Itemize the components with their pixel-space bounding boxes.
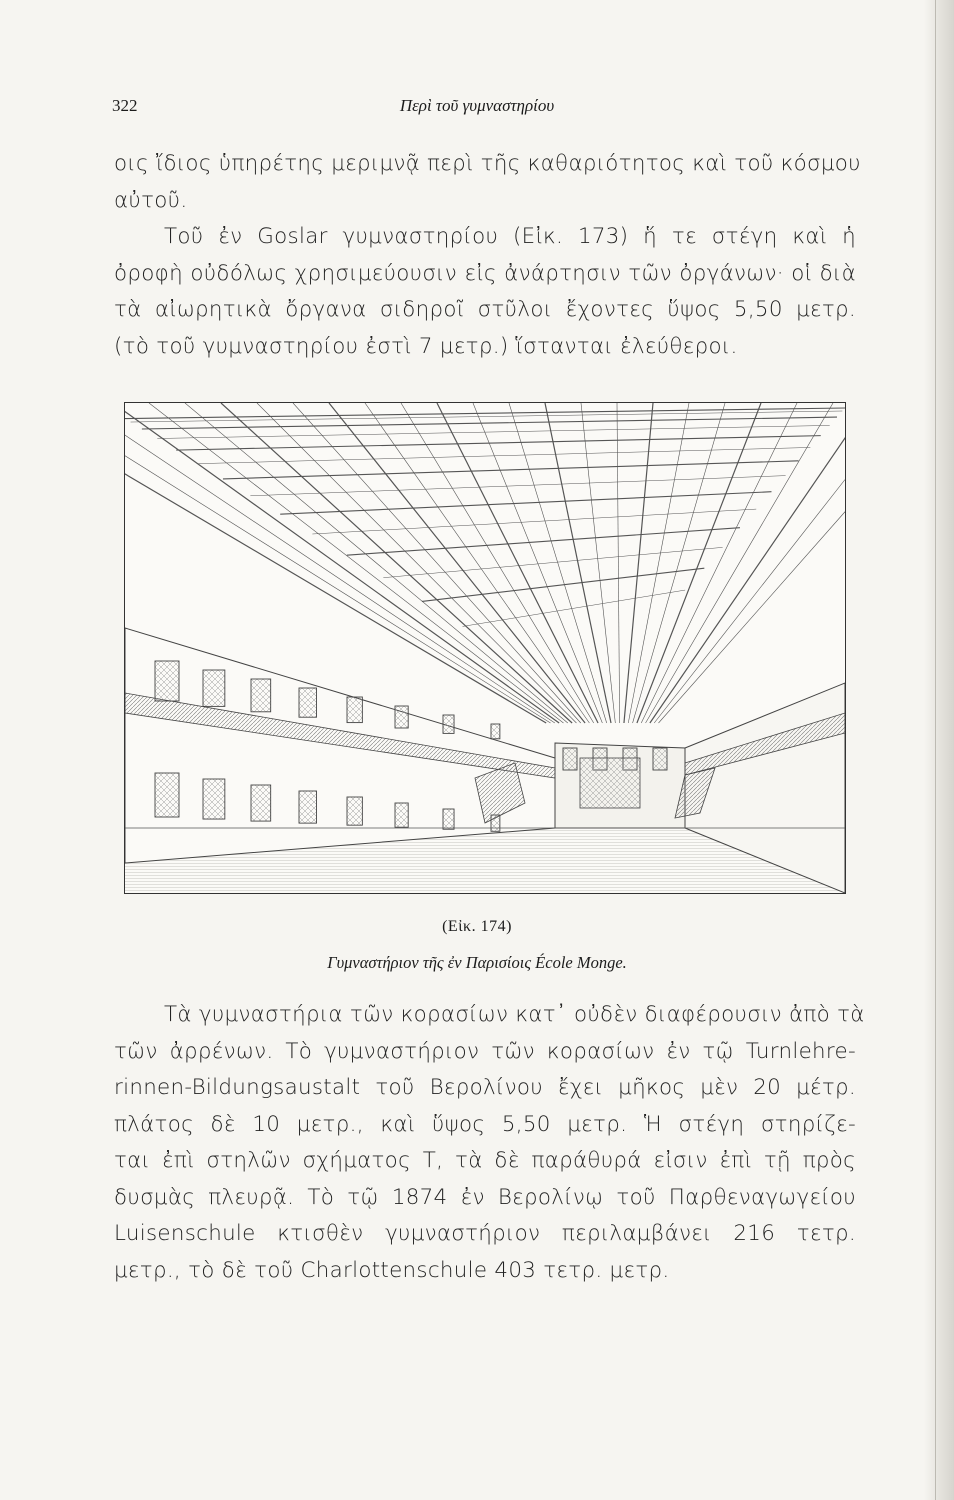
page-edge-shadow	[924, 0, 954, 1500]
page-edge-line	[935, 0, 936, 1500]
text-line: δυσμὰς πλευρᾷ. Τὸ τῷ 1874 ἐν Βερολίνῳ τοῦ Παρθεναγωγείου	[114, 1184, 856, 1210]
roof-truss-line	[401, 403, 594, 723]
roof-truss-line	[280, 492, 771, 514]
wall-window	[443, 715, 454, 733]
roof-truss-line	[637, 403, 761, 723]
wall-window	[299, 791, 317, 823]
roof-truss-line	[257, 403, 576, 723]
text-line: ται ἐπὶ στηλῶν σχήματος Τ, τὰ δὲ παράθυρά εἰσιν ἐπὶ τῇ πρὸς	[114, 1148, 856, 1173]
gymnasium-engraving	[124, 402, 846, 894]
wall-window	[395, 706, 408, 728]
roof-truss-line	[641, 403, 797, 723]
back-wall-window	[653, 748, 667, 770]
page-header	[112, 96, 842, 124]
wall-window	[155, 773, 179, 817]
text-line: ὀροφὴ οὐδόλως χρησιμεύουσιν εἰς ἀνάρτησιν τῶν ὀργάνων· οἱ διὰ	[114, 260, 856, 286]
wall-window	[347, 697, 362, 723]
wall-window	[203, 779, 225, 819]
wall-window	[155, 661, 179, 701]
roof-truss-line	[250, 476, 785, 496]
wall-window	[395, 803, 408, 827]
roof-truss-line	[581, 403, 615, 723]
text-line: Τὰ γυμναστήρια τῶν κορασίων κατ᾽ οὐδὲν διαφέρουσιν ἀπὸ τὰ	[164, 1002, 865, 1027]
roof-truss-line	[624, 403, 653, 723]
text-line: μετρ., τὸ δὲ τοῦ Charlottenschule 403 τετρ. μετρ.	[114, 1257, 670, 1283]
running-head: Περὶ τοῦ γυμναστηρίου	[399, 96, 555, 115]
roof-truss-line	[545, 403, 611, 723]
wall-window	[347, 797, 362, 825]
wall-window	[491, 724, 500, 739]
text-line: οις ἴδιος ὑπηρέτης μεριμνᾷ περὶ τῆς καθαριότητος καὶ τοῦ κόσμου	[114, 151, 861, 176]
roof-truss-line	[198, 447, 810, 463]
wall-window	[443, 809, 454, 829]
text-line: τῶν ἀρρένων. Τὸ γυμναστήριον τῶν κορασίων ἐν τῷ Turnlehre-	[114, 1038, 856, 1064]
wall-window	[251, 785, 271, 821]
figure-number: (Εἰκ. 174)	[442, 918, 512, 935]
roof-truss-line	[509, 403, 607, 723]
roof-truss-line	[422, 568, 704, 601]
top-paragraph	[114, 146, 861, 365]
roof-truss-line	[659, 403, 845, 723]
wall-window	[203, 670, 225, 706]
text-line: Τοῦ ἐν Goslar γυμναστηρίου (Εἰκ. 173) ἥ τε στέγη καὶ ἡ	[164, 224, 856, 249]
text-line: rinnen-Bildungsaustalt τοῦ Βερολίνου ἔχει μῆκος μὲν 20 μέτρ.	[114, 1075, 856, 1100]
page-number: 322	[112, 96, 138, 115]
roof-truss-line	[365, 403, 589, 723]
figure-caption: Γυμναστήριον τῆς ἐν Παρισίοις École Monge.	[327, 953, 627, 972]
text-line: τὰ αἰωρητικὰ ὄργανα σιδηροῖ στῦλοι ἔχοντες ὕψος 5,50 μετρ.	[114, 297, 856, 322]
roof-truss-line	[383, 547, 722, 577]
roof-truss-line	[312, 509, 756, 534]
text-line: αὐτοῦ.	[114, 187, 188, 213]
wall-window	[251, 679, 271, 712]
roof-truss-line	[176, 436, 821, 451]
wall-window	[299, 688, 317, 717]
back-wall-window	[563, 748, 577, 770]
text-line: Luisenschule κτισθὲν γυμναστήριον περιλαμβάνει 216 τετρ.	[114, 1221, 856, 1246]
text-line: πλάτος δὲ 10 μετρ., καὶ ὕψος 5,50 μετρ. Ἡ στέγη στηρίζε-	[114, 1111, 856, 1137]
roof-truss-line	[223, 461, 799, 479]
roof-truss-line	[463, 590, 686, 626]
gymnasium-engraving-illustration	[125, 403, 845, 893]
roof-truss-line	[617, 403, 620, 723]
bottom-paragraph	[114, 997, 865, 1289]
roof-truss-line	[437, 403, 598, 723]
text-line: (τὸ τοῦ γυμναστηρίου ἐστὶ 7 μετρ.) ἵστανται ἐλεύθεροι.	[114, 333, 738, 359]
